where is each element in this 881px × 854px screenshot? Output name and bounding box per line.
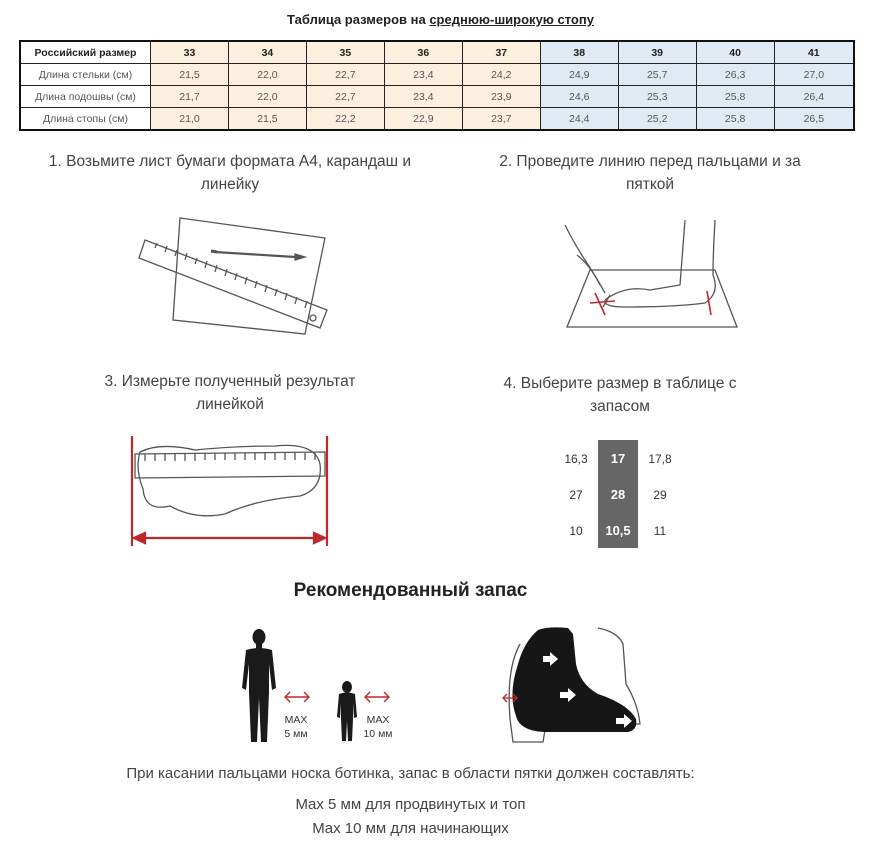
step-2-line-2: пяткой	[625, 176, 675, 193]
step-3-text	[10, 370, 450, 416]
child-margin-arrow-icon	[362, 690, 392, 704]
table-cell: 21,5	[228, 108, 306, 131]
size-cell: 36	[384, 41, 462, 64]
size-table	[19, 40, 855, 131]
size-cell: 35	[306, 41, 384, 64]
size-cell: 41	[774, 41, 854, 64]
step-2-line-1: 2. Проведите линию перед пальцами и за	[499, 153, 801, 170]
example-cell: 17,8	[648, 452, 672, 466]
table-cell: 27,0	[774, 64, 854, 86]
step-4-line-1: 4. Выберите размер в таблице с	[503, 375, 737, 392]
table-row	[20, 86, 854, 108]
adult-margin-label	[276, 713, 316, 741]
size-cell: 38	[540, 41, 618, 64]
table-cell: 24,6	[540, 86, 618, 108]
adult-margin-arrow-icon	[282, 690, 312, 704]
skate-boot-icon	[498, 624, 646, 746]
table-cell: 21,7	[151, 86, 229, 108]
margin-line-advanced: Max 5 мм для продвинутых и топ	[295, 796, 526, 813]
child-max-label: MAX	[366, 714, 390, 726]
step-2-text	[430, 150, 870, 196]
size-cell: 34	[228, 41, 306, 64]
adult-mm-label: 5 мм	[284, 728, 308, 740]
table-cell: 25,2	[618, 108, 696, 131]
row-label: Длина стельки (см)	[20, 64, 151, 86]
example-highlight-cell: 10,5	[605, 523, 631, 538]
table-cell: 25,8	[696, 86, 774, 108]
table-cell: 23,7	[462, 108, 540, 131]
example-cell: 29	[653, 488, 667, 502]
step-1-line-2: линейку	[200, 176, 260, 193]
example-cell: 11	[653, 524, 667, 538]
adult-silhouette-icon	[238, 628, 280, 744]
table-cell: 22,7	[306, 64, 384, 86]
example-highlight-cell: 28	[610, 487, 626, 502]
table-cell: 25,8	[696, 108, 774, 131]
margin-line-beginners: Max 10 мм для начинающих	[312, 820, 509, 837]
size-cell: 40	[696, 41, 774, 64]
table-cell: 22,7	[306, 86, 384, 108]
table-cell: 24,9	[540, 64, 618, 86]
table-cell: 26,5	[774, 108, 854, 131]
table-cell: 25,7	[618, 64, 696, 86]
table-cell: 26,4	[774, 86, 854, 108]
table-cell: 22,9	[384, 108, 462, 131]
table-row	[20, 108, 854, 131]
table-cell: 22,2	[306, 108, 384, 131]
example-cell: 27	[569, 488, 583, 502]
title-link[interactable]: среднюю-широкую стопу	[429, 12, 594, 27]
table-cell: 23,4	[384, 86, 462, 108]
size-cell: 33	[151, 41, 229, 64]
table-cell: 26,3	[696, 64, 774, 86]
table-cell: 21,5	[151, 64, 229, 86]
size-header-row	[20, 41, 854, 64]
table-row	[20, 64, 854, 86]
example-highlight-cell: 17	[610, 451, 626, 466]
table-cell: 24,4	[540, 108, 618, 131]
step-4-text	[400, 372, 840, 418]
size-cell: 37	[462, 41, 540, 64]
foot-on-paper-icon	[555, 215, 745, 333]
table-cell: 22,0	[228, 86, 306, 108]
table-cell: 24,2	[462, 64, 540, 86]
margin-note: При касании пальцами носка ботинка, запас в области пятки должен составлять:	[126, 765, 695, 782]
size-header-label: Российский размер	[20, 41, 151, 64]
child-mm-label: 10 мм	[363, 728, 393, 740]
paper-pencil-ruler-icon	[135, 210, 335, 340]
row-label: Длина подошвы (см)	[20, 86, 151, 108]
foot-measure-icon	[125, 434, 335, 552]
table-cell: 22,0	[228, 64, 306, 86]
row-label: Длина стопы (см)	[20, 108, 151, 131]
step-3-line-1: 3. Измерьте полученный результат	[104, 373, 356, 390]
step-1-text	[10, 150, 450, 196]
step-4-line-2: запасом	[590, 398, 650, 415]
example-cell: 10	[569, 524, 583, 538]
title-prefix: Таблица размеров на	[287, 12, 430, 27]
table-cell: 23,4	[384, 64, 462, 86]
table-cell: 23,9	[462, 86, 540, 108]
adult-max-label: MAX	[284, 714, 308, 726]
child-silhouette-icon	[336, 681, 358, 743]
page-title	[0, 12, 881, 27]
example-cell: 16,3	[564, 452, 588, 466]
child-margin-label	[356, 713, 400, 741]
step-1-line-1: 1. Возьмите лист бумаги формата А4, карандаш и	[48, 153, 412, 170]
margin-section-title: Рекомендованный запас	[293, 580, 528, 601]
table-cell: 25,3	[618, 86, 696, 108]
table-cell: 21,0	[151, 108, 229, 131]
step-3-line-2: линейкой	[196, 396, 264, 413]
size-cell: 39	[618, 41, 696, 64]
